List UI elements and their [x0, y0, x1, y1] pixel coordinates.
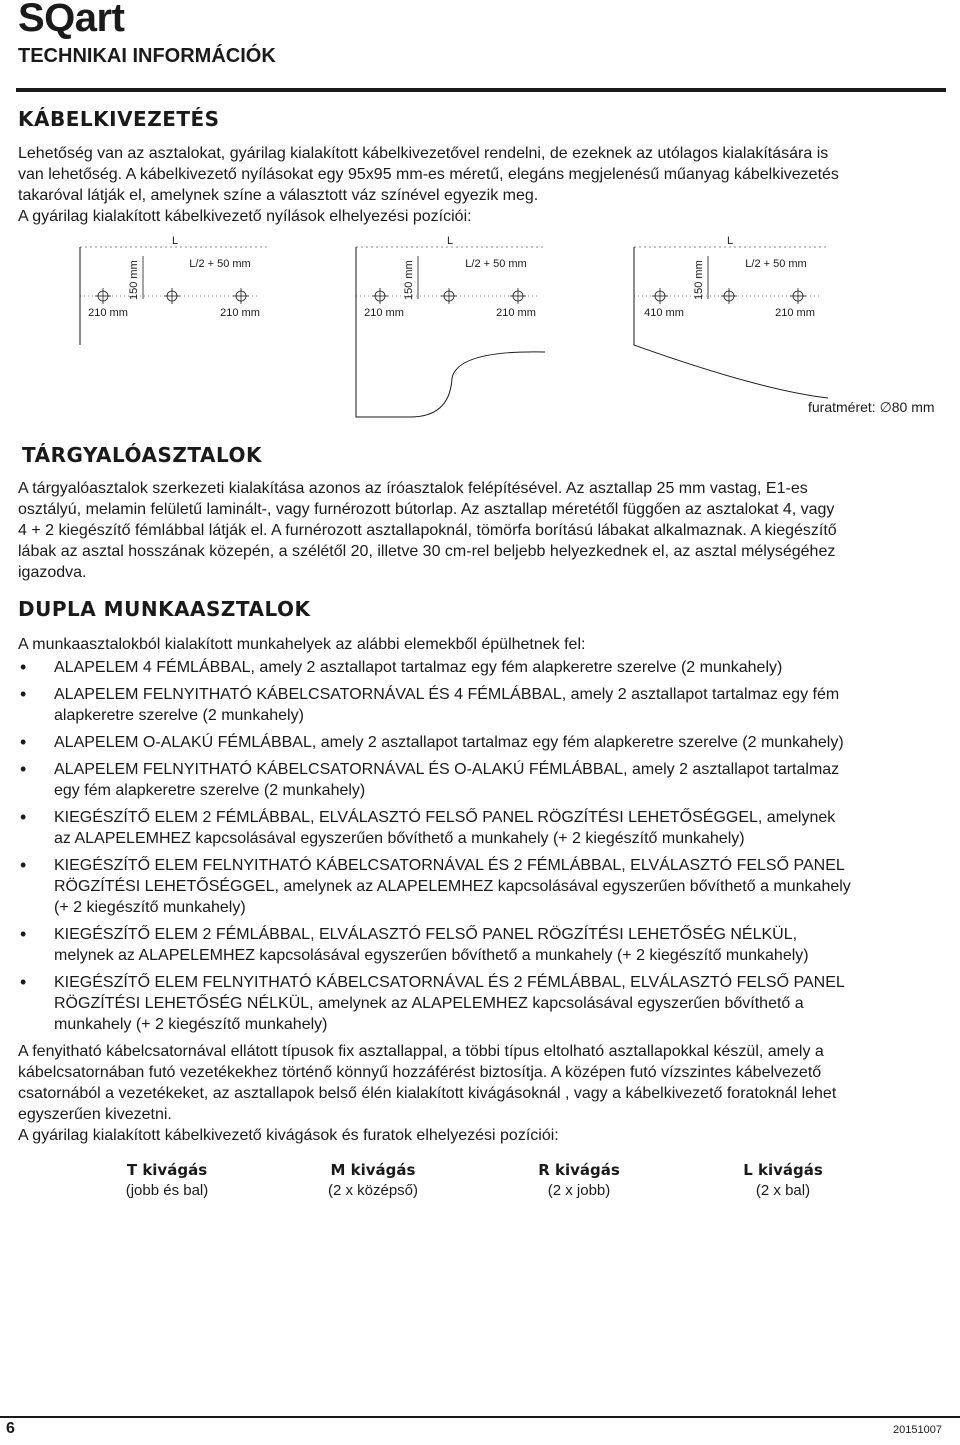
cutout-sub-m: (2 x középső) [327, 1182, 419, 1199]
cutout-title-m: M kivágás [330, 1161, 416, 1179]
text-line: kábelcsatornában futó vezetékekhez történő könnyű hozzáférést biztosítja. A középen futó vízszintes kábelvezető [18, 1064, 822, 1081]
hole-size-note: furatméret: ∅80 mm [808, 399, 935, 415]
text-line: van lehetőség. A kábelkivezető nyílásokat egy 95x95 mm-es méretű, elegáns megjelenésű műanyag kábelkivezetés [18, 166, 839, 183]
section-heading-cable: KÁBELKIVEZETÉS [18, 107, 220, 131]
text-line: csatornából a vezetékeket, az asztallapok belső élén kialakított kivágásoknál , vagy a kábelkivezető foratoknál lehet [18, 1085, 837, 1102]
header-rule [16, 88, 946, 92]
dim-210-left: 210 mm [364, 307, 404, 319]
page-subtitle: TECHNIKAI INFORMÁCIÓK [18, 45, 276, 67]
dim-L: L [446, 235, 454, 247]
list-item: • ALAPELEM FELNYITHATÓ KÁBELCSATORNÁVAL ÉS O-ALAKÚ FÉMLÁBBAL, amely 2 asztallapot tartalmaz egy fém alapkeretre szerelve (2 munkahely) [18, 759, 958, 801]
dim-half: L/2 + 50 mm [189, 258, 251, 270]
text-line: Lehetőség van az asztalokat, gyárilag kialakított kábelkivezetővel rendelni, de ezeknek az utólagos kialakítására is [18, 145, 829, 162]
list-item: • ALAPELEM FELNYITHATÓ KÁBELCSATORNÁVAL ÉS 4 FÉMLÁBBAL, amely 2 asztallapot tartalmaz egy fém alapkeretre szerelve (2 munkahely) [18, 684, 958, 726]
text-line: takaróval látják el, amelynek színe a választott váz színével egyezik meg. [18, 187, 539, 204]
desk-rectangular [80, 235, 268, 345]
dim-vertical: 150 mm [128, 260, 140, 300]
double-intro: A munkaasztalokból kialakított munkahelyek az alábbi elemekből épülhetnek fel: [18, 636, 586, 653]
page-number: 6 [6, 1420, 15, 1437]
text-line: 4 + 2 kiegészítő fémlábbal látják el. A furnérozott asztallapoknál, tömörfa borítású lábakat alkalmaznak. A kiegészítő [18, 522, 837, 539]
desk-corner [356, 235, 545, 417]
cutout-title-r: R kivágás [538, 1161, 620, 1179]
text-line: A gyárilag kialakított kábelkivezető nyílások elhelyezési pozíciói: [18, 208, 472, 225]
footer-rule [0, 1416, 960, 1418]
desk-curved [634, 235, 828, 398]
section-heading-double: DUPLA MUNKAASZTALOK [18, 597, 311, 621]
dim-half: L/2 + 50 mm [745, 258, 807, 270]
dim-half: L/2 + 50 mm [465, 258, 527, 270]
section-heading-meeting: TÁRGYALÓASZTALOK [22, 443, 262, 467]
cutout-title-l: L kivágás [743, 1161, 823, 1179]
cutout-title-t: T kivágás [126, 1161, 208, 1179]
list-item: • KIEGÉSZÍTŐ ELEM 2 FÉMLÁBBAL, ELVÁLASZTÓ FELSŐ PANEL RÖGZÍTÉSI LEHETŐSÉG NÉLKÜL, melynek az ALAPELEMHEZ kapcsolásával egyszerűen bővíthető a munkahely (+ 2 kiegészítő munkahely) [18, 924, 958, 966]
text-line: osztályú, melamin felületű laminált-, vagy furnérozott bútorlap. Az asztallap méretétől függően az asztalokat 4, vagy [18, 501, 835, 518]
dim-210-right: 210 mm [496, 307, 536, 319]
cable-hole-diagram [0, 225, 960, 425]
dim-L: L [171, 235, 179, 247]
list-item: • KIEGÉSZÍTŐ ELEM 2 FÉMLÁBBAL, ELVÁLASZTÓ FELSŐ PANEL RÖGZÍTÉSI LEHETŐSÉGGEL, amelynek az ALAPELEMHEZ kapcsolásával egyszerűen bővíthető a munkahely (+ 2 kiegészítő munkahely) [18, 807, 958, 849]
cutout-sub-t: (jobb és bal) [125, 1182, 209, 1199]
text-line: A tárgyalóasztalok szerkezeti kialakítása azonos az íróasztalok felépítésével. Az asztallap 25 mm vastag, E1-es [18, 480, 808, 497]
dim-210-right: 210 mm [220, 307, 260, 319]
list-item: • ALAPELEM O-ALAKÚ FÉMLÁBBAL, amely 2 asztallapot tartalmaz egy fém alapkeretre szerelve (2 munkahely) [18, 732, 958, 753]
list-item: • ALAPELEM 4 FÉMLÁBBAL, amely 2 asztallapot tartalmaz egy fém alapkeretre szerelve (2 munkahely) [18, 657, 958, 678]
list-item: • KIEGÉSZÍTŐ ELEM FELNYITHATÓ KÁBELCSATORNÁVAL ÉS 2 FÉMLÁBBAL, ELVÁLASZTÓ FELSŐ PANEL RÖGZÍTÉSI LEHETŐSÉG NÉLKÜL, amelynek az ALAPELEMHEZ kapcsolásával egyszerűen bővíthető a munkahely (+ 2 kiegészítő munkahely) [18, 972, 958, 1035]
cutout-sub-r: (2 x jobb) [547, 1182, 611, 1199]
text-line: igazodva. [18, 564, 87, 581]
dim-210-left: 210 mm [88, 307, 128, 319]
closing-paragraph [18, 1041, 948, 1146]
brand-logo: SQart [18, 0, 125, 40]
cutout-sub-l: (2 x bal) [755, 1182, 811, 1199]
dim-L: L [726, 235, 734, 247]
dim-410: 410 mm [644, 307, 684, 319]
text-line: A fenyitható kábelcsatornával ellátott típusok fix asztallappal, a többi típus eltolható asztallapokkal készül, amely a [18, 1043, 824, 1060]
cable-paragraph [18, 143, 948, 227]
dim-210-right: 210 mm [775, 307, 815, 319]
list-item: • KIEGÉSZÍTŐ ELEM FELNYITHATÓ KÁBELCSATORNÁVAL ÉS 2 FÉMLÁBBAL, ELVÁLASZTÓ FELSŐ PANEL RÖGZÍTÉSI LEHETŐSÉGGEL, amelynek az ALAPELEMHEZ kapcsolásával egyszerűen bővíthető a munkahely (+ 2 kiegészítő munkahely) [18, 855, 958, 918]
text-line: A gyárilag kialakított kábelkivezető kivágások és furatok elhelyezési pozíciói: [18, 1127, 559, 1144]
dim-vertical: 150 mm [403, 260, 415, 300]
element-list [18, 657, 958, 1041]
text-line: lábak az asztal hosszának közepén, a szélétől 20, illetve 30 cm-rel beljebb helyezkednek el, az asztal mélységéhez [18, 543, 836, 560]
dim-vertical: 150 mm [693, 260, 705, 300]
meeting-paragraph [18, 478, 948, 583]
document-code: 20151007 [893, 1424, 942, 1436]
text-line: egyszerűen kivezetni. [18, 1106, 172, 1123]
